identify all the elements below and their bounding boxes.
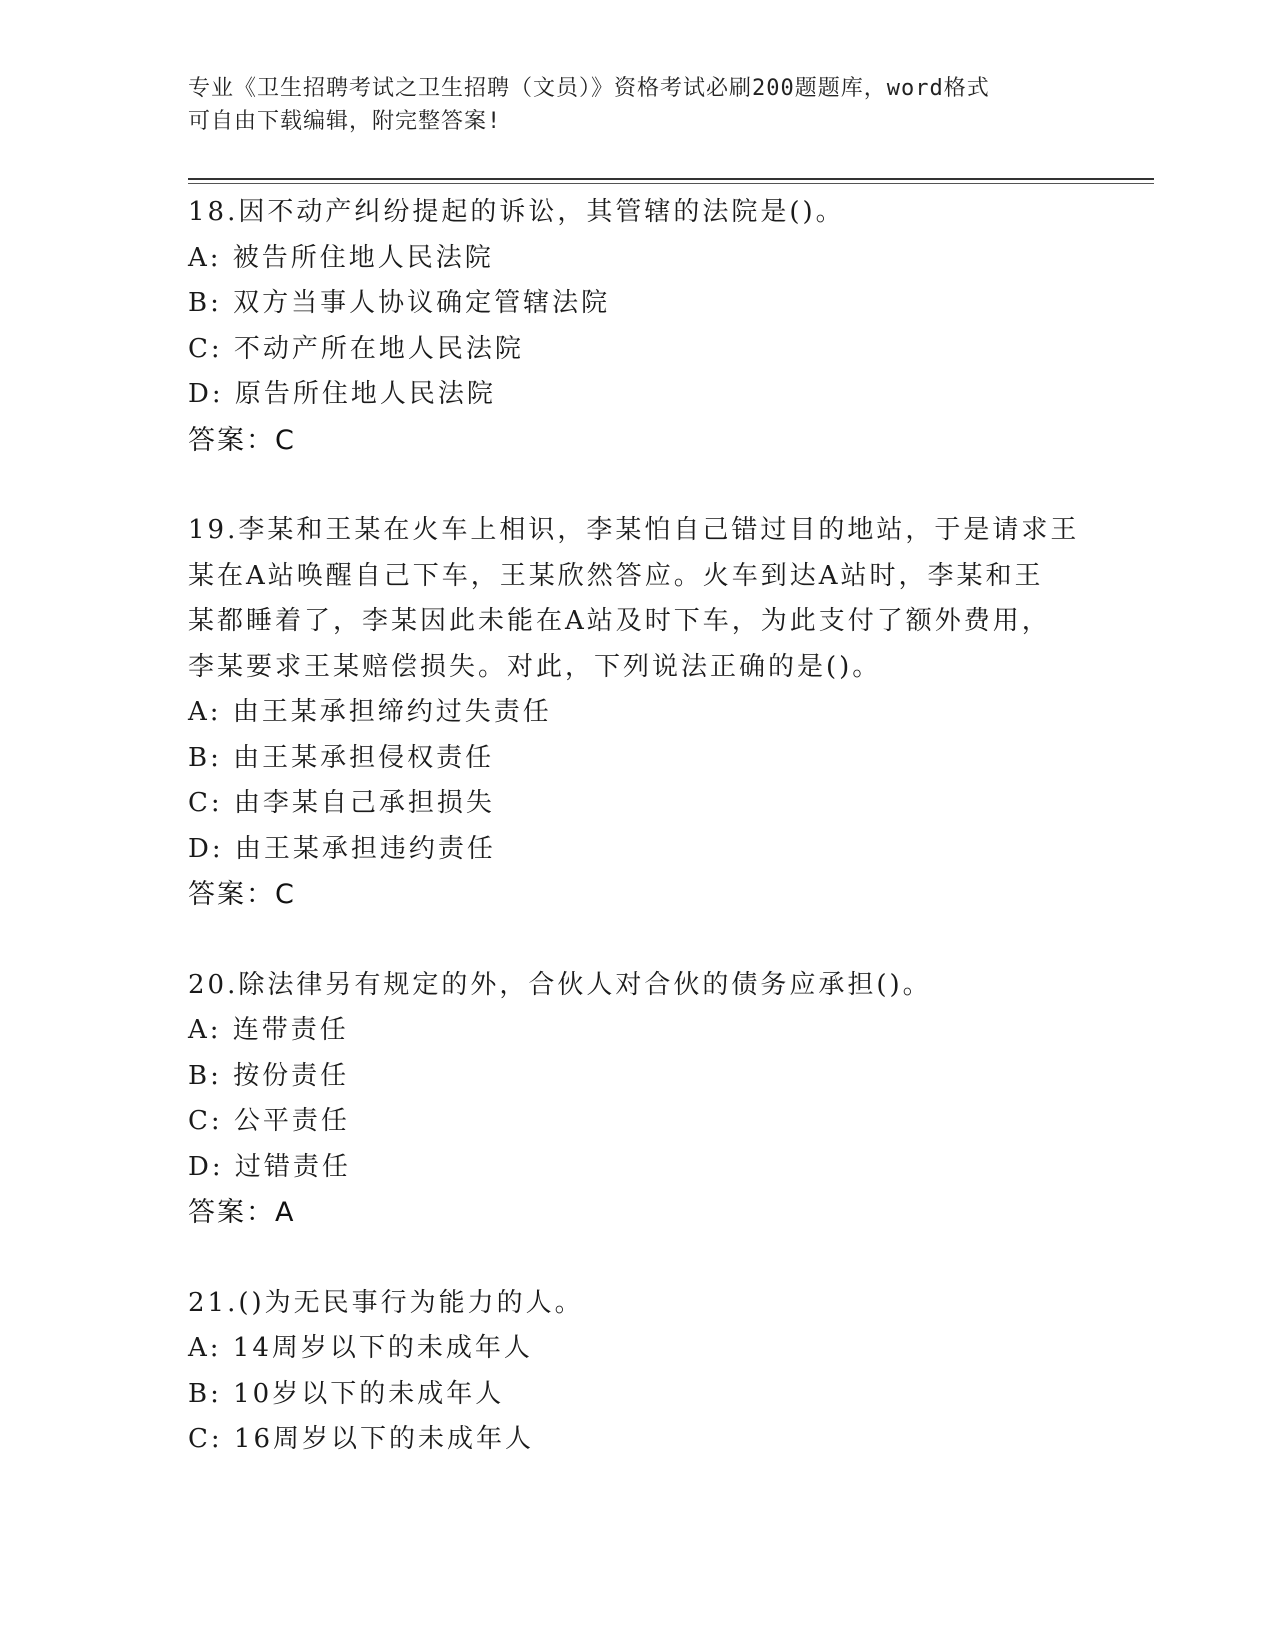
option-b: B: 双方当事人协议确定管辖法院 <box>188 288 611 318</box>
option-d: D: 过错责任 <box>188 1151 351 1182</box>
option-b: B: 由王某承担侵权责任 <box>188 742 495 773</box>
header-divider-thin <box>188 183 1154 184</box>
option-d: D: 原告所住地人民法院 <box>188 379 496 409</box>
option-c: C: 公平责任 <box>188 1106 350 1136</box>
header-line-2: 可自由下载编辑，附完整答案! <box>188 109 502 134</box>
question-stem: 李某要求王某赔偿损失。对此，下列说法正确的是()。 <box>188 651 882 682</box>
option-b: B: 按份责任 <box>188 1060 350 1091</box>
question-19 <box>188 508 1088 918</box>
document-header <box>188 72 1088 138</box>
option-a: A: 连带责任 <box>188 1015 349 1045</box>
option-b: B: 10岁以下的未成年人 <box>188 1378 505 1409</box>
question-stem: 18.因不动产纠纷提起的诉讼，其管辖的法院是()。 <box>188 197 845 227</box>
question-stem: 20.除法律另有规定的外，合伙人对合伙的债务应承担()。 <box>188 969 932 1000</box>
option-d: D: 由王某承担违约责任 <box>188 833 496 864</box>
question-18 <box>188 190 1088 463</box>
question-stem: 21.()为无民事行为能力的人。 <box>188 1287 584 1318</box>
option-a: A: 被告所住地人民法院 <box>188 242 494 273</box>
question-list <box>188 190 1088 1508</box>
answer-label: 答案：C <box>188 879 296 910</box>
answer-label: 答案：C <box>188 424 296 456</box>
option-a: A: 由王某承担缔约过失责任 <box>188 697 552 727</box>
header-line-1: 专业《卫生招聘考试之卫生招聘（文员）》资格考试必刷200题题库，word格式 <box>188 76 990 101</box>
option-c: C: 16周岁以下的未成年人 <box>188 1424 535 1454</box>
option-c: C: 由李某自己承担损失 <box>188 788 495 818</box>
header-divider-thick <box>188 178 1154 180</box>
question-stem: 19.李某和王某在火车上相识，李某怕自己错过目的地站，于是请求王 <box>188 515 1080 545</box>
question-stem: 某在A站唤醒自己下车，王某欣然答应。火车到达A站时，李某和王 <box>188 560 1044 591</box>
answer-label: 答案：A <box>188 1197 296 1228</box>
question-21 <box>188 1281 1088 1463</box>
option-a: A: 14周岁以下的未成年人 <box>188 1333 533 1363</box>
question-stem: 某都睡着了，李某因此未能在A站及时下车，为此支付了额外费用， <box>188 606 1051 636</box>
question-20 <box>188 963 1088 1236</box>
option-c: C: 不动产所在地人民法院 <box>188 333 524 364</box>
